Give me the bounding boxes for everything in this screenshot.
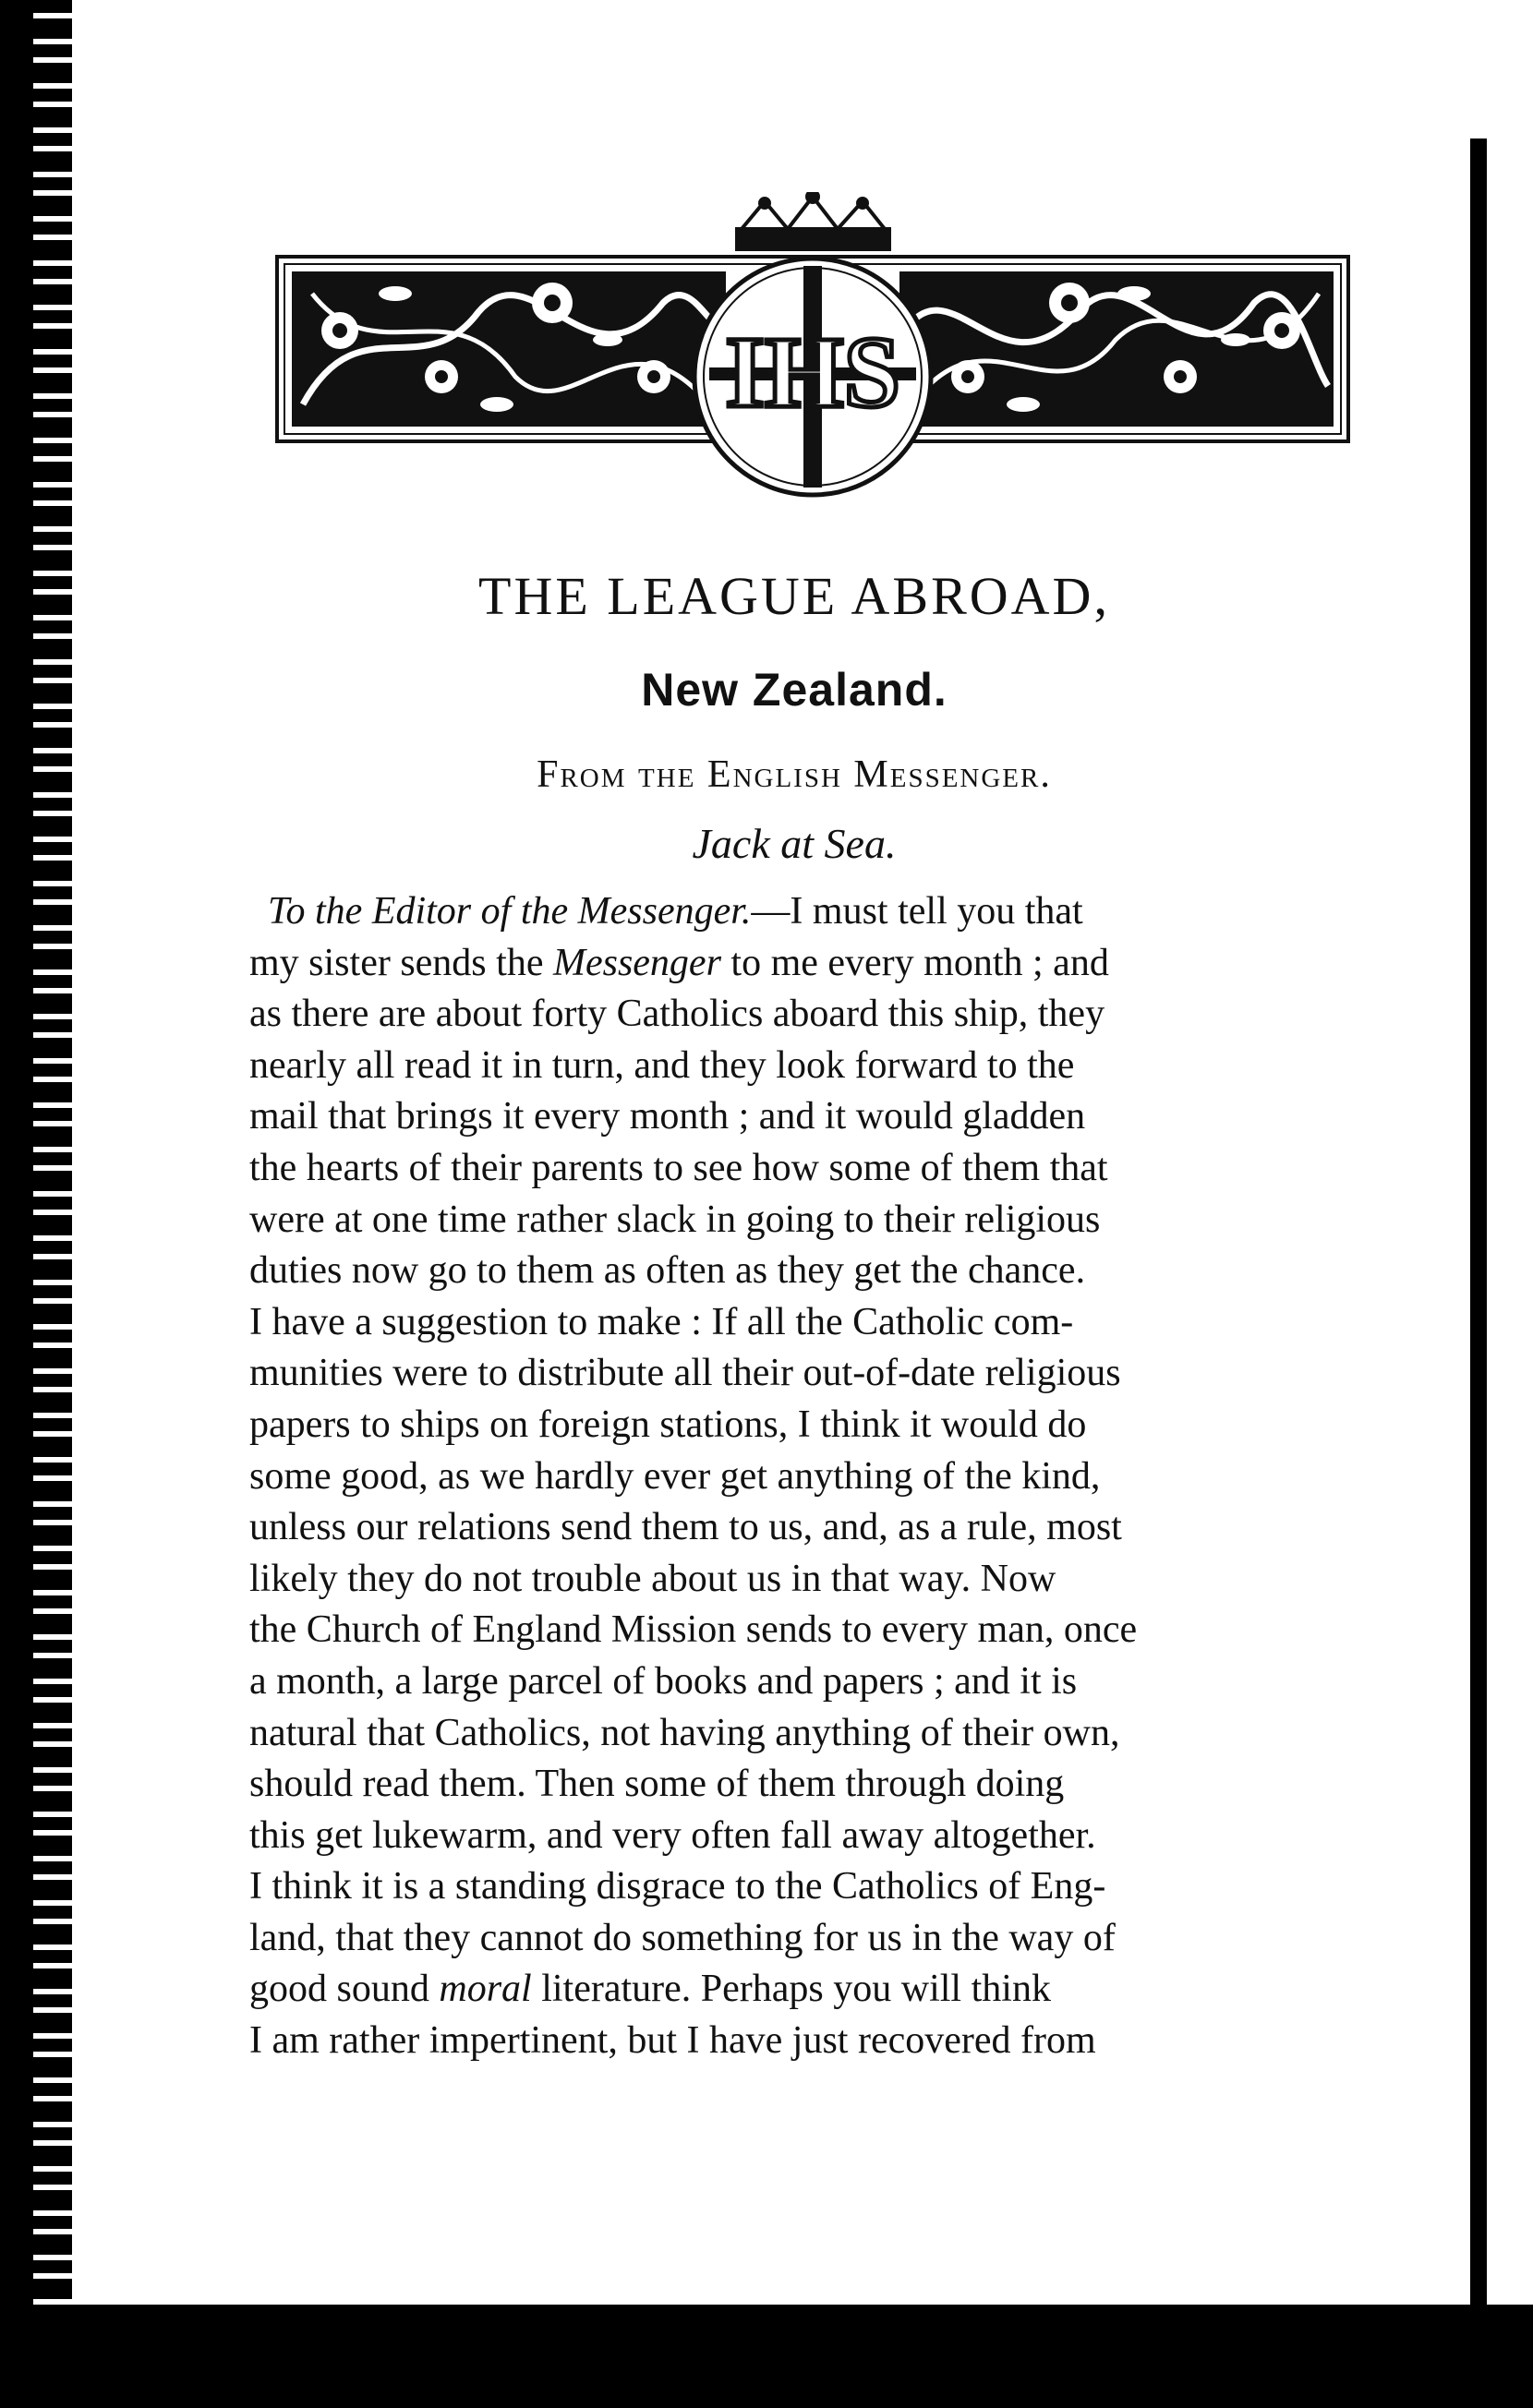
- line-text: I have a suggestion to make : If all the Catholic com-: [249, 1300, 1074, 1343]
- text-line: [249, 886, 1361, 938]
- text-line: [249, 1246, 1361, 1297]
- line-text: I think it is a standing disgrace to the Catholics of Eng-: [249, 1865, 1106, 1908]
- letter-salutation: To the Editor of the Messenger.: [268, 890, 752, 933]
- text-line: [249, 2016, 1361, 2067]
- text-line: [249, 1297, 1361, 1349]
- text-line: [249, 1708, 1361, 1760]
- text-line: [249, 1502, 1361, 1554]
- ihs-monogram-text: IHS: [725, 316, 900, 428]
- line-text: literature. Perhaps you will think: [541, 1968, 1051, 2011]
- text-line: [249, 1041, 1361, 1092]
- line-text: the Church of England Mission sends to every man, once: [249, 1608, 1138, 1652]
- text-line: [249, 1451, 1361, 1503]
- text-line: [249, 1195, 1361, 1246]
- left-foliage-ornament: [292, 271, 726, 427]
- section-heading: Jack at Sea.: [692, 820, 897, 867]
- line-text: munities were to distribute all their out-of-date religious: [249, 1352, 1121, 1395]
- page-binding-edge: [0, 0, 72, 2408]
- line-text: natural that Catholics, not having anything of their own,: [249, 1711, 1120, 1754]
- text-line: [249, 1348, 1361, 1400]
- line-text: unless our relations send them to us, and, as a rule, most: [249, 1506, 1122, 1549]
- line-text: as there are about forty Catholics aboard this ship, they: [249, 993, 1105, 1036]
- right-foliage-ornament: [899, 271, 1334, 427]
- line-text: my sister sends the: [249, 941, 544, 984]
- article-subtitle: New Zealand.: [641, 664, 948, 716]
- page-bottom-edge: [0, 2305, 1533, 2408]
- line-text: —I must tell you that: [751, 890, 1083, 933]
- article-source: From the English Messenger.: [537, 753, 1052, 796]
- line-text: likely they do not trouble about us in that way. Now: [249, 1557, 1056, 1600]
- line-text: land, that they cannot do something for us in the way of: [249, 1916, 1116, 1959]
- line-text: duties now go to them as often as they get the chance.: [249, 1249, 1086, 1293]
- line-text: good sound: [249, 1968, 429, 2011]
- line-text: were at one time rather slack in going to their religious: [249, 1198, 1101, 1241]
- ihs-monogram-medallion: [694, 259, 931, 495]
- line-text: should read them. Then some of them through doing: [249, 1763, 1065, 1806]
- text-line: [249, 938, 1361, 990]
- text-line: [249, 1605, 1361, 1656]
- line-text: mail that brings it every month ; and it would gladden: [249, 1095, 1086, 1138]
- crown-icon: [737, 192, 889, 249]
- text-line: [249, 1091, 1361, 1143]
- text-line: [249, 1554, 1361, 1606]
- text-line: [249, 1964, 1361, 2016]
- article-title: THE LEAGUE ABROAD,: [478, 566, 1110, 626]
- text-line: [249, 1913, 1361, 1965]
- moral-emphasis: moral: [439, 1968, 532, 2011]
- line-text: the hearts of their parents to see how some of them that: [249, 1146, 1108, 1189]
- messenger-title: Messenger: [552, 941, 721, 984]
- line-text: to me every month ; and: [730, 941, 1109, 984]
- line-text: papers to ships on foreign stations, I think it would do: [249, 1403, 1087, 1446]
- line-text: this get lukewarm, and very often fall away altogether.: [249, 1813, 1096, 1857]
- line-text: some good, as we hardly ever get anything of the kind,: [249, 1454, 1101, 1498]
- text-line: [249, 1759, 1361, 1811]
- line-text: nearly all read it in turn, and they look forward to the: [249, 1043, 1075, 1087]
- text-line: [249, 1656, 1361, 1708]
- text-line: [249, 1143, 1361, 1195]
- text-line: [249, 1811, 1361, 1862]
- line-text: a month, a large parcel of books and papers ; and it is: [249, 1659, 1078, 1703]
- line-text: I am rather impertinent, but I have just recovered from: [249, 2019, 1096, 2063]
- ornamental-headpiece: [275, 192, 1350, 521]
- text-line: [249, 1861, 1361, 1913]
- letter-body: [249, 886, 1361, 2067]
- page-right-edge: [1470, 138, 1487, 2308]
- text-line: [249, 1400, 1361, 1451]
- text-line: [249, 989, 1361, 1041]
